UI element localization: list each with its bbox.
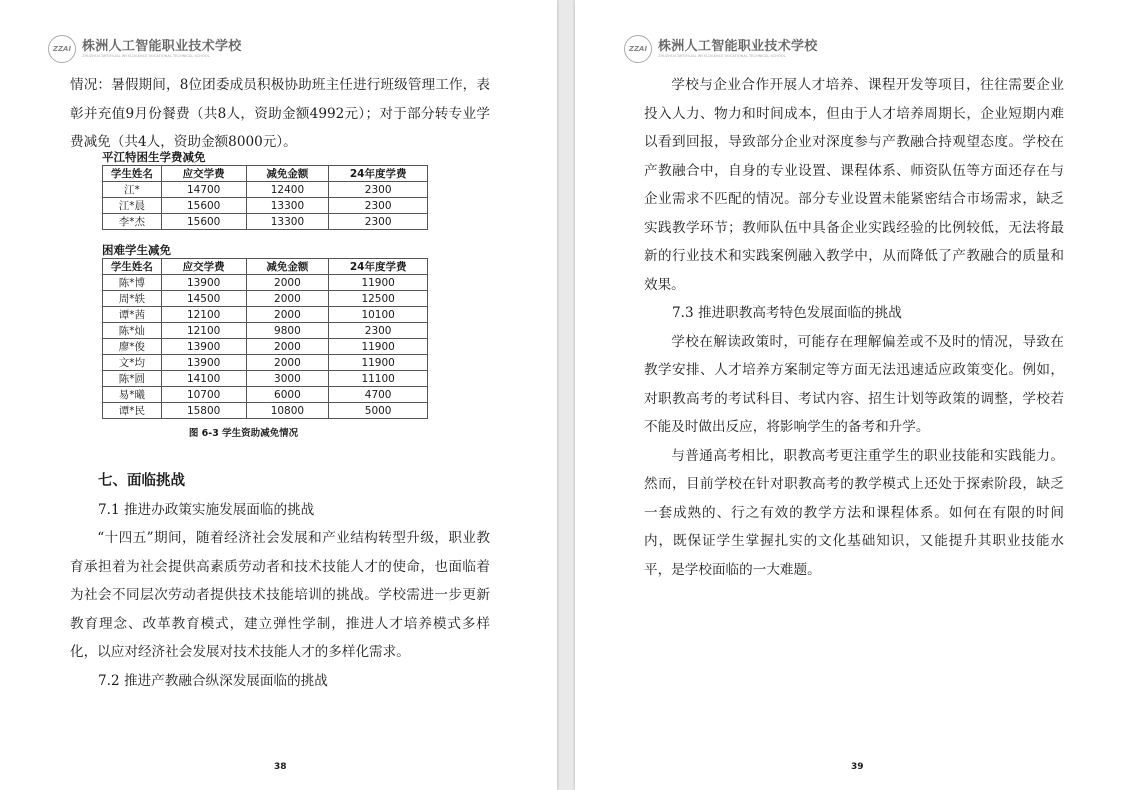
table-cell: 谭*茜	[103, 307, 162, 323]
table-cell: 文*均	[103, 355, 162, 371]
table-cell: 2000	[246, 339, 329, 355]
table-cell: 5000	[329, 403, 428, 419]
table-cell: 江*	[103, 182, 162, 198]
page-header	[624, 35, 818, 63]
table-cell: 4700	[329, 387, 428, 403]
document-page-right	[575, 0, 1135, 790]
column-header: 学生姓名	[103, 166, 162, 182]
table-cell: 2300	[329, 214, 428, 230]
table-cell: 6000	[246, 387, 329, 403]
table-row	[103, 275, 428, 291]
table-cell: 廖*俊	[103, 339, 162, 355]
table-cell: 2000	[246, 355, 329, 371]
paragraph-vocational-exam: 与普通高考相比，职教高考更注重学生的职业技能和实践能力。然而，目前学校在针对职教高考的教学模式上还处于探索阶段，缺乏一套成熟的、行之有效的教学方法和课程体系。如何在有限的时间内，既保证学生掌握扎实的文化基础知识，又能提升其职业技能水平，是学校面临的一大难题。	[644, 447, 1064, 578]
paragraph-policy: 学校在解读政策时，可能存在理解偏差或不及时的情况，导致在教学安排、人才培养方案制定等方面无法迅速适应政策变化。例如，对职教高考的考试科目、考试内容、招生计划等政策的调整，学校若不能及时做出反应，将影响学生的备考和升学。	[644, 333, 1064, 435]
column-header: 减免金额	[246, 166, 329, 182]
table-cell: 2000	[246, 275, 329, 291]
hardship-reduction-table	[102, 258, 428, 419]
table1-title: 平江特困生学费减免	[102, 150, 206, 164]
school-name: 株洲人工智能职业技术学校	[82, 39, 242, 54]
document-page-left	[0, 0, 557, 790]
table-cell: 2000	[246, 307, 329, 323]
page-header	[48, 35, 242, 63]
school-name-en: ZHUZHOU ARTIFICIAL INTELLIGENCE VOCATIONAL TECHNICAL SCHOOL	[82, 54, 210, 58]
table-cell: 2300	[329, 323, 428, 339]
section-heading: 七、面临挑战	[98, 473, 185, 489]
school-logo: ZZAI	[48, 35, 76, 63]
column-header: 应交学费	[161, 166, 246, 182]
table-header-row	[103, 259, 428, 275]
table-cell: 12100	[161, 323, 246, 339]
table-cell: 13300	[246, 198, 329, 214]
table-row	[103, 371, 428, 387]
intro-text	[70, 71, 490, 157]
table-row	[103, 182, 428, 198]
column-header: 24年度学费	[329, 259, 428, 275]
table-cell: 14700	[161, 182, 246, 198]
table-row	[103, 339, 428, 355]
table-cell: 2300	[329, 182, 428, 198]
table-cell: 12500	[329, 291, 428, 307]
column-header: 减免金额	[246, 259, 329, 275]
table-header-row	[103, 166, 428, 182]
table-cell: 15600	[161, 214, 246, 230]
table-cell: 9800	[246, 323, 329, 339]
page-number: 39	[851, 762, 864, 772]
table-cell: 陈*博	[103, 275, 162, 291]
section-challenges	[70, 467, 490, 695]
column-header: 学生姓名	[103, 259, 162, 275]
table-cell: 11900	[329, 275, 428, 291]
table-row	[103, 198, 428, 214]
table-cell: 周*轶	[103, 291, 162, 307]
table2-title: 困难学生减免	[102, 243, 171, 257]
table-cell: 陈*灿	[103, 323, 162, 339]
table-row	[103, 291, 428, 307]
table-cell: 14500	[161, 291, 246, 307]
table-cell: 谭*民	[103, 403, 162, 419]
table-cell: 15600	[161, 198, 246, 214]
subsection-7-3-heading: 7.3 推进职教高考特色发展面临的挑战	[672, 305, 902, 321]
table-row	[103, 214, 428, 230]
school-logo: ZZAI	[624, 35, 652, 63]
table-cell: 3000	[246, 371, 329, 387]
table-cell: 10700	[161, 387, 246, 403]
pingjiang-reduction-table	[102, 165, 428, 230]
table-cell: 2000	[246, 291, 329, 307]
table-row	[103, 307, 428, 323]
table-cell: 12400	[246, 182, 329, 198]
figure-caption: 图 6-3 学生资助减免情况	[188, 428, 299, 439]
table-row	[103, 323, 428, 339]
table-cell: 13900	[161, 339, 246, 355]
table-cell: 10100	[329, 307, 428, 323]
table-cell: 11100	[329, 371, 428, 387]
school-name: 株洲人工智能职业技术学校	[658, 39, 818, 54]
table-cell: 12100	[161, 307, 246, 323]
column-header: 应交学费	[161, 259, 246, 275]
table-row	[103, 387, 428, 403]
table-cell: 15800	[161, 403, 246, 419]
table-cell: 李*杰	[103, 214, 162, 230]
table-row	[103, 355, 428, 371]
page-number: 38	[274, 762, 287, 772]
column-header: 24年度学费	[329, 166, 428, 182]
table-cell: 11900	[329, 339, 428, 355]
table-cell: 陈*圆	[103, 371, 162, 387]
table-cell: 2300	[329, 198, 428, 214]
aid-tables-figure	[102, 150, 429, 439]
paragraph-7-1: “十四五”期间，随着经济社会发展和产业结构转型升级，职业教育承担着为社会提供高素质劳动者和技术技能人才的使命，也面临着为社会不同层次劳动者提供技术技能培训的挑战。学校需进一步更新教育理念、改革教育模式，建立弹性学制，推进人才培养模式多样化，以应对经济社会发展对技术技能人才的多样化需求。	[70, 530, 490, 660]
table-cell: 10800	[246, 403, 329, 419]
table-cell: 江*晨	[103, 198, 162, 214]
table-cell: 13300	[246, 214, 329, 230]
school-name-en: ZHUZHOU ARTIFICIAL INTELLIGENCE VOCATIONAL TECHNICAL SCHOOL	[658, 54, 786, 58]
subsection-7-2-heading: 7.2 推进产教融合纵深发展面临的挑战	[98, 672, 328, 689]
table-cell: 13900	[161, 275, 246, 291]
right-page-text	[644, 71, 1064, 584]
table-cell: 13900	[161, 355, 246, 371]
paragraph-industry-education: 学校与企业合作开展人才培养、课程开发等项目，往往需要企业投入人力、物力和时间成本，但由于人才培养周期长，企业短期内难以看到回报，导致部分企业对深度参与产教融合持观望态度。学校在产教融合中，自身的专业设置、课程体系、师资队伍等方面还存在与企业需求不匹配的情况。部分专业设置未能紧密结合市场需求，缺乏实践教学环节；教师队伍中具备企业实践经验的比例较低，无法将最新的行业技术和实践案例融入教学中，从而降低了产教融合的质量和效果。	[644, 77, 1064, 293]
table-row	[103, 403, 428, 419]
intro-paragraph: 情况：暑假期间，8位团委成员积极协助班主任进行班级管理工作，表彰并充值9月份餐费（共8人，资助金额4992元）；对于部分转专业学费减免（共4人，资助金额8000元）。	[70, 77, 490, 150]
table-cell: 易*曦	[103, 387, 162, 403]
table-cell: 11900	[329, 355, 428, 371]
table-cell: 14100	[161, 371, 246, 387]
subsection-7-1-heading: 7.1 推进办政策实施发展面临的挑战	[98, 501, 315, 518]
